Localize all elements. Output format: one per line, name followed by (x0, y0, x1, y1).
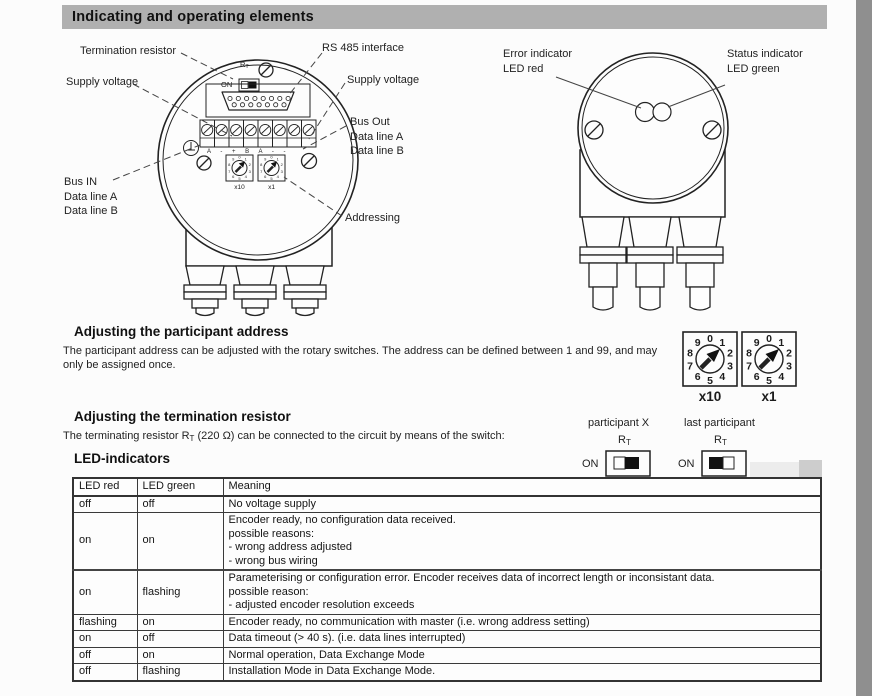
cable-glands-left (184, 266, 326, 316)
rotary-digit: 0 (766, 332, 772, 345)
table-row (73, 513, 821, 571)
led-indicators-heading: LED-indicators (74, 451, 171, 466)
cell-led-red: flashing (73, 614, 137, 631)
terminal-labels: A - + B A - - (207, 149, 290, 155)
error-indicator-line2: LED red (503, 62, 544, 75)
rotary-digit: 8 (228, 162, 231, 168)
cell-led-red: off (73, 647, 137, 664)
col-meaning: Meaning (223, 478, 821, 496)
cell-meaning: Parameterising or configuration error. Encoder receives data of incorrect length or inconsistant data. possible reason: - adjusted encoder resolution exceeds (223, 570, 821, 614)
rt-label-1: $R_T$ (618, 434, 631, 447)
rotary-digit: 9 (753, 336, 760, 349)
cell-led-green: off (137, 631, 223, 648)
rotary-x1-label: x1 (268, 184, 275, 191)
on-label-small: ON (221, 80, 233, 89)
rotary-digit: 6 (232, 174, 235, 180)
cell-meaning: Installation Mode in Data Exchange Mode. (223, 664, 821, 681)
supply-voltage-left-label: Supply voltage (66, 76, 139, 88)
rotary-digit: 7 (228, 168, 231, 174)
rotary-digit: 5 (766, 374, 772, 387)
table-row (73, 664, 821, 681)
rotary-digit: 5 (270, 176, 273, 182)
col-led-green: LED green (137, 478, 223, 496)
rotary-digit: 4 (276, 174, 279, 180)
termination-resistor-label: Termination resistor (80, 45, 176, 57)
cell-meaning: Encoder ready, no communication with master (i.e. wrong address setting) (223, 614, 821, 631)
on-label-2: ON (678, 458, 695, 470)
status-indicator-line1: Status indicator (727, 48, 803, 60)
table-row (73, 647, 821, 664)
rotary-digit: 5 (238, 176, 241, 182)
cell-led-green: on (137, 513, 223, 571)
participant-address-body-line2: only be assigned once. (63, 359, 176, 371)
table-row (73, 631, 821, 648)
cell-led-green: off (137, 496, 223, 513)
rotary-digit: 1 (778, 336, 785, 349)
rt-switch-participant-x (606, 451, 650, 476)
rotary-digit: 3 (248, 168, 251, 174)
termination-switch (239, 79, 259, 91)
last-participant-label: last participant (684, 417, 755, 429)
error-indicator-line1: Error indicator (503, 48, 573, 60)
rotary-figure-x1 (742, 332, 796, 404)
rotary-digit: 8 (260, 162, 263, 168)
rotary-digit: 7 (687, 360, 693, 373)
cell-led-red: on (73, 513, 137, 571)
rotary-x1-caption: x1 (761, 389, 777, 404)
cell-led-green: flashing (137, 664, 223, 681)
rotary-digit: 2 (727, 347, 733, 360)
error-indicator-label (503, 47, 572, 76)
cell-led-red: on (73, 631, 137, 648)
status-indicator-label (727, 47, 803, 76)
bus-in-line2: Data line A (64, 190, 118, 203)
bus-out-line2: Data line A (350, 130, 404, 143)
table-header-row (73, 478, 821, 496)
rotary-x10-label: x10 (234, 184, 245, 191)
rt-label-2: $R_T$ (714, 434, 727, 447)
cell-led-red: off (73, 496, 137, 513)
on-label-1: ON (582, 458, 599, 470)
led-error-red (636, 103, 655, 122)
encoder-open-diagram (113, 53, 358, 316)
supply-voltage-right-label: Supply voltage (347, 74, 420, 86)
rotary-digit: 6 (694, 370, 701, 383)
rotary-digit: 2 (248, 162, 251, 168)
led-indicator-table (72, 477, 822, 682)
rotary-digit: 4 (244, 174, 247, 180)
cell-led-red: on (73, 570, 137, 614)
scan-artifact-light (750, 462, 800, 477)
rotary-digit: 1 (719, 336, 726, 349)
rotary-digit: 0 (238, 154, 241, 160)
rotary-figure-x10 (683, 332, 737, 404)
cell-meaning: No voltage supply (223, 496, 821, 513)
rotary-digit: 8 (687, 347, 693, 360)
cell-meaning: Normal operation, Data Exchange Mode (223, 647, 821, 664)
rotary-digit: 1 (244, 156, 247, 162)
rotary-digit: 3 (280, 168, 283, 174)
section-header-title: Indicating and operating elements (72, 9, 314, 25)
participant-address-heading: Adjusting the participant address (74, 324, 289, 339)
rotary-digit: 6 (753, 370, 760, 383)
scan-artifact-dark (799, 460, 822, 477)
termination-resistor-heading: Adjusting the termination resistor (74, 409, 291, 424)
rotary-digit: 8 (746, 347, 752, 360)
rotary-digit: 0 (707, 332, 713, 345)
participant-address-body (63, 344, 657, 372)
rotary-digit: 1 (276, 156, 279, 162)
status-indicator-line2: LED green (727, 62, 780, 75)
rotary-digit: 4 (778, 370, 785, 383)
bus-out-line1: Bus Out (350, 116, 390, 128)
rotary-digit: 9 (264, 156, 267, 162)
rotary-x10-caption: x10 (698, 389, 722, 404)
cell-led-green: on (137, 647, 223, 664)
bus-out-line3: Data line B (350, 145, 404, 157)
table-row (73, 496, 821, 513)
cell-led-green: on (137, 614, 223, 631)
cable-glands-right (580, 217, 723, 310)
rt-label-small: $R_T$ (240, 60, 249, 70)
rotary-digit: 2 (786, 347, 792, 360)
led-status-green (653, 103, 671, 121)
rotary-digit: 5 (707, 374, 713, 387)
participant-address-body-line1: The participant address can be adjusted with the rotary switches. The address can be defined between 1 and 99, and may (63, 345, 658, 357)
encoder-closed-diagram (556, 53, 728, 310)
addressing-label: Addressing (345, 212, 401, 224)
rotary-digit: 4 (719, 370, 726, 383)
rotary-digit: 7 (260, 168, 263, 174)
rt-switch-last-participant (702, 451, 746, 476)
rotary-digit: 9 (232, 156, 235, 162)
table-row (73, 614, 821, 631)
rotary-digit: 7 (746, 360, 752, 373)
bus-in-line3: Data line B (64, 205, 118, 217)
rotary-digit: 2 (280, 162, 283, 168)
cell-meaning: Data timeout (> 40 s). (i.e. data lines interrupted) (223, 631, 821, 648)
cell-led-red: off (73, 664, 137, 681)
bus-in-line1: Bus IN (64, 176, 98, 188)
rotary-digit: 3 (786, 360, 792, 373)
termination-resistor-body: The terminating resistor $R_T$ (220 Ω) can be connected to the circuit by means of the switch: (63, 430, 505, 443)
col-led-red: LED red (73, 478, 137, 496)
rotary-digit: 9 (694, 336, 701, 349)
rotary-digit: 3 (727, 360, 733, 373)
cell-led-green: flashing (137, 570, 223, 614)
bus-in-label (64, 175, 118, 219)
rotary-digit: 6 (264, 174, 267, 180)
table-row (73, 570, 821, 614)
cell-meaning: Encoder ready, no configuration data received. possible reasons: - wrong address adjusted - wrong bus wiring (223, 513, 821, 571)
rs485-interface-label: RS 485 interface (322, 42, 404, 54)
bus-out-label (350, 115, 404, 159)
participant-x-label: participant X (588, 417, 650, 429)
rotary-digit: 0 (270, 154, 273, 160)
